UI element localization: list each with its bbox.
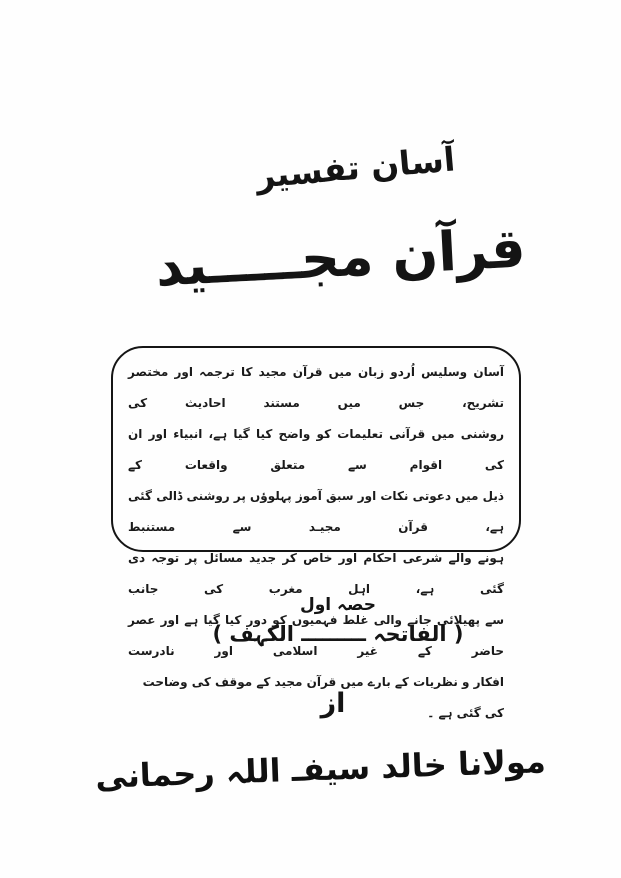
main-title-calligraphy: قرآن مجـــــید bbox=[153, 216, 528, 299]
surah-range-label: ( الفاتحہ ـــــــــ الکہف ) bbox=[212, 622, 464, 646]
description-line: آسان وسلیس اُردو زبان میں قرآن مجید کا ترجمہ اور مختصر تشریح، جس میں مستند احادیث کی bbox=[128, 365, 504, 410]
description-line: افکار و نظریات کے بارے میں قرآن مجید کے موقف کی وضاحت کی گئی ہے ۔ bbox=[142, 675, 504, 720]
part-label: حصہ اول bbox=[299, 595, 377, 615]
description-line: روشنی میں قرآنی تعلیمات کو واضح کیا گیا ہے، انبیاء اور ان کی اقوام سے متعلق واقعات کے bbox=[128, 427, 504, 472]
by-label: از bbox=[320, 688, 346, 719]
series-title: آسان تفسیر bbox=[254, 139, 457, 196]
description-line: سے پھیلائی جانے والی غلط فہمیوں کو دور کیا گیا ہے اور عصر حاضر کے غیر اسلامی اور نادرست bbox=[128, 613, 504, 658]
description-line: ذیل میں دعوتی نکات اور سبق آموز پہلوؤں پر روشنی ڈالی گئی ہے، قرآن مجیـد سے مستنبط bbox=[128, 489, 504, 534]
description-line: ہونے والے شرعی احکام اور خاص کر جدید مسائل پر توجہ دی گئی ہے، اہل مغرب کی جانب bbox=[128, 551, 504, 596]
author-signature-calligraphy: مولانا خالد سیفـ اللہ رحمانی bbox=[94, 742, 547, 796]
